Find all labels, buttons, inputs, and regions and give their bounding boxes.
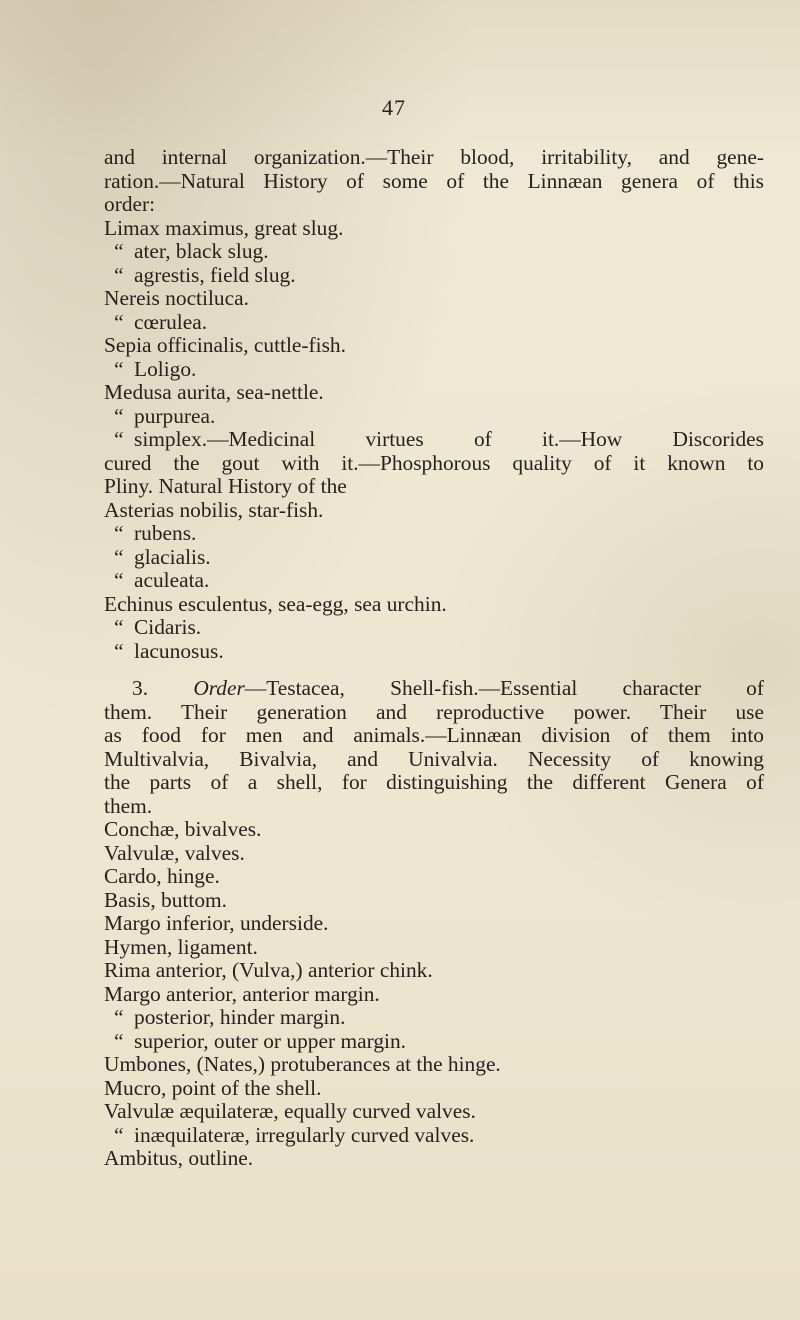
text-line [104, 546, 764, 570]
line-text: simplex.—Medicinal virtues of it.—How Discorides [134, 427, 764, 451]
line-text: Umbones, (Nates,) protuberances at the hinge. [104, 1052, 501, 1076]
text-line [104, 1124, 764, 1148]
line-text: the parts of a shell, for distinguishing the different Genera of [104, 770, 764, 794]
line-text: superior, outer or upper margin. [134, 1028, 406, 1053]
section-3-heading-line [104, 677, 764, 701]
ditto-mark: “ [114, 638, 124, 663]
text-line [104, 889, 764, 913]
line-text: Mucro, point of the shell. [104, 1075, 322, 1100]
text-line [104, 358, 764, 382]
text-line [104, 217, 764, 241]
page-number: 47 [382, 95, 406, 120]
text-line [104, 818, 764, 842]
text-line [104, 912, 764, 936]
section-heading: Order [193, 676, 245, 700]
ditto-mark: “ [114, 356, 124, 381]
text-line [104, 748, 764, 772]
text-line [104, 593, 764, 617]
text-line [104, 381, 764, 405]
text-line [104, 1006, 764, 1030]
line-text: Cardo, hinge. [104, 864, 220, 888]
text-line [104, 287, 764, 311]
ditto-mark: “ [114, 309, 124, 334]
text-line [104, 701, 764, 725]
ditto-mark: “ [114, 262, 124, 287]
text-line [104, 865, 764, 889]
line-text: glacialis. [134, 544, 211, 569]
ditto-mark: “ [114, 1122, 124, 1147]
line-text: agrestis, field slug. [134, 262, 296, 287]
ditto-mark: “ [114, 568, 124, 592]
text-line [104, 452, 764, 476]
line-text: Loligo. [134, 356, 197, 381]
ditto-mark: “ [114, 615, 124, 639]
line-text: Basis, buttom. [104, 887, 228, 912]
line-text: them. Their generation and reproductive power. Their use [104, 699, 764, 724]
line-text: cured the gout with it.—Phosphorous quality of it known to [104, 450, 764, 475]
line-text: Margo inferior, underside. [104, 911, 329, 935]
text-line [104, 522, 764, 546]
text-line [104, 428, 764, 452]
line-text: Sepia officinalis, cuttle-fish. [104, 333, 346, 357]
line-text: as food for men and animals.—Linnæan division of them into [104, 723, 764, 747]
ditto-mark: “ [114, 1005, 124, 1029]
text-line [104, 616, 764, 640]
line-text: posterior, hinder margin. [134, 1005, 346, 1029]
line-text: Conchæ, bivalves. [104, 817, 262, 841]
text-line [104, 936, 764, 960]
line-text: Limax maximus, great slug. [104, 215, 344, 240]
line-text: Hymen, ligament. [104, 934, 258, 959]
line-text: purpurea. [134, 403, 216, 428]
ditto-mark: “ [114, 239, 124, 263]
line-text: inæquilateræ, irregularly curved valves. [134, 1122, 475, 1147]
line-text: Cidaris. [134, 615, 202, 639]
text-line [104, 983, 764, 1007]
text-line [104, 1147, 764, 1171]
text-line [104, 240, 764, 264]
line-text: rubens. [134, 521, 197, 545]
line-text: Valvulæ, valves. [104, 840, 245, 865]
line-text: Ambitus, outline. [104, 1146, 254, 1170]
text-line [104, 146, 764, 170]
line-text: ater, black slug. [134, 239, 269, 263]
text-line [104, 334, 764, 358]
text-line [104, 959, 764, 983]
text-line [104, 311, 764, 335]
line-text: ration.—Natural History of some of the Linnæan genera of this [104, 168, 764, 193]
line-text: lacunosus. [134, 638, 224, 663]
text-line [104, 795, 764, 819]
line-text: them. [104, 793, 153, 818]
line-text: aculeata. [134, 568, 210, 592]
section-number: 3. [132, 676, 149, 700]
text-line [104, 475, 764, 499]
line-text: order: [104, 192, 156, 216]
section-3-body [104, 701, 764, 1171]
text-line [104, 569, 764, 593]
ditto-mark: “ [114, 1028, 124, 1053]
ditto-mark: “ [114, 403, 124, 428]
paragraph-gap [104, 663, 764, 677]
line-text: Rima anterior, (Vulva,) anterior chink. [104, 958, 433, 982]
text-line [104, 264, 764, 288]
line-text: Multivalvia, Bivalvia, and Univalvia. Necessity of knowing [104, 746, 764, 771]
text-line [104, 1077, 764, 1101]
text-line [104, 1053, 764, 1077]
line-text: Echinus esculentus, sea-egg, sea urchin. [104, 591, 447, 616]
ditto-mark: “ [114, 521, 124, 545]
text-line [104, 771, 764, 795]
text-line [104, 724, 764, 748]
page-text [104, 146, 764, 1171]
line-text: Nereis noctiluca. [104, 286, 249, 310]
line-text: and internal organization.—Their blood, irritability, and gene- [104, 145, 764, 169]
line-text: Pliny. Natural History of the [104, 474, 347, 498]
line-text: Medusa aurita, sea-nettle. [104, 380, 324, 404]
section-heading-rest: —Testacea, Shell-fish.—Essential character of [244, 676, 764, 700]
text-line [104, 640, 764, 664]
text-line [104, 1030, 764, 1054]
text-line [104, 1100, 764, 1124]
text-line [104, 170, 764, 194]
line-text: Valvulæ æquilateræ, equally curved valves. [104, 1099, 476, 1123]
section-2-continuation [104, 146, 764, 663]
line-text: Asterias nobilis, star-fish. [104, 497, 324, 522]
text-line [104, 405, 764, 429]
text-line [104, 842, 764, 866]
line-text: cœrulea. [134, 309, 208, 334]
line-text: Margo anterior, anterior margin. [104, 981, 380, 1006]
text-line [104, 499, 764, 523]
section-3 [104, 677, 764, 1171]
text-line [104, 193, 764, 217]
ditto-mark: “ [114, 427, 124, 451]
ditto-mark: “ [114, 544, 124, 569]
